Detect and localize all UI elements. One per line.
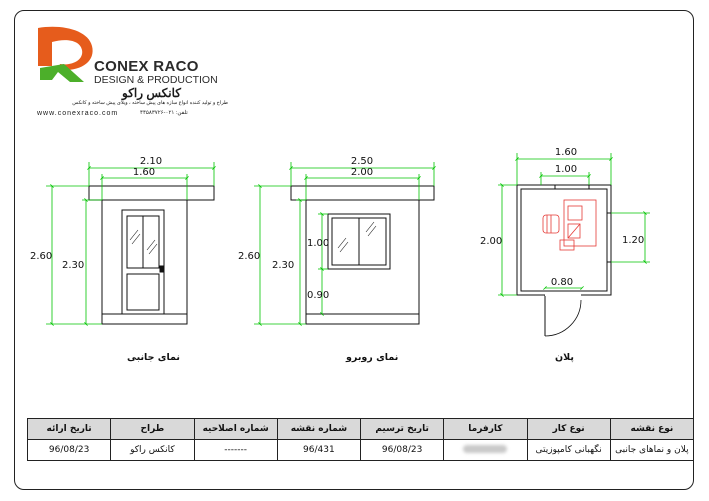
header-drawing-date: تاریخ ترسیم [361, 419, 444, 440]
title-block-header-row [28, 419, 694, 440]
header-drawing-number: شماره نقشه [277, 419, 360, 440]
value-designer: کانکس راکو [111, 440, 194, 461]
phone-number: تلفن: ۰۲۱-۴۴۵۸۳۷۲۶ [140, 110, 188, 116]
header-drawing-type: نوع نقشه [610, 419, 693, 440]
value-drawing-number: 96/431 [277, 440, 360, 461]
plan-furniture [543, 200, 596, 250]
header-designer: طراح [111, 419, 194, 440]
plan-dim-window-width: 1.00 [554, 164, 578, 175]
title-block-value-row [28, 440, 694, 461]
side-view [89, 186, 214, 324]
front-dim-total-height: 2.60 [238, 251, 261, 262]
brand-name-fa: کانکس راکو [122, 86, 182, 100]
front-view-label: نمای روبرو [346, 352, 399, 363]
front-dim-inner-width: 2.00 [350, 167, 374, 178]
value-delivery-date: 96/08/23 [28, 440, 111, 461]
value-work-type: نگهبانی کامپوزیتی [527, 440, 610, 461]
side-roof [89, 186, 214, 200]
value-drawing-type: پلان و نماهای جانبی [610, 440, 693, 461]
side-dim-total-height: 2.60 [30, 251, 53, 262]
header-work-type: نوع کار [527, 419, 610, 440]
front-dim-sill-height: 0.90 [307, 290, 330, 301]
side-dim-inner-width: 1.60 [132, 167, 156, 178]
side-view-label: نمای جانبی [127, 352, 180, 363]
side-body [102, 200, 187, 324]
header-revision-number: شماره اصلاحیه [194, 419, 277, 440]
front-dim-window-height: 1.00 [307, 238, 330, 249]
desk [564, 200, 596, 246]
front-roof [291, 186, 434, 200]
door-handle [160, 266, 163, 272]
plan-dim-side-window: 1.20 [622, 235, 645, 246]
door-swing [545, 300, 581, 336]
value-drawing-date: 96/08/23 [361, 440, 444, 461]
plan-view-label: پلان [555, 352, 574, 363]
side-dim-outer-width: 2.10 [139, 156, 163, 167]
front-dim-outer-width: 2.50 [350, 156, 374, 167]
value-client-redacted [444, 440, 527, 461]
plan-dim-outer-width: 1.60 [554, 147, 578, 158]
side-dim-wall-height: 2.30 [62, 260, 85, 271]
brand-name: CONEX RACO [94, 58, 199, 75]
title-block-table [27, 418, 694, 461]
header-delivery-date: تاریخ ارائه [28, 419, 111, 440]
front-body [306, 200, 419, 324]
front-dim-wall-height: 2.30 [272, 260, 295, 271]
front-view [291, 186, 434, 324]
plan-dim-door-width: 0.80 [550, 277, 574, 288]
plan-dim-depth: 2.00 [480, 236, 503, 247]
brand-tagline: DESIGN & PRODUCTION [94, 74, 218, 86]
website-link[interactable]: www.conexraco.com [37, 110, 119, 117]
redacted-client-name [463, 445, 507, 453]
value-revision-number: ------- [194, 440, 277, 461]
header-client: کارفرما [444, 419, 527, 440]
brand-description: طراح و تولید کننده انواع سازه های پیش ساخته ، ویلای پیش ساخته و کانکس [72, 100, 228, 106]
